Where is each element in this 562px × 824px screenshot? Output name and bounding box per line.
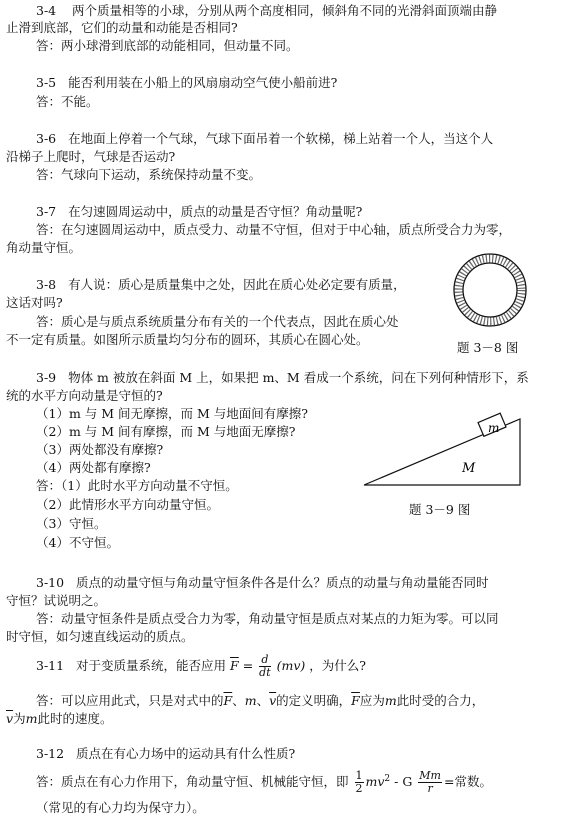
- q36-line1: [36, 130, 493, 147]
- q38-figure-caption: 题 3－8 图: [457, 340, 519, 355]
- q38-answer-line1: 答：质心是与质点系统质量分布有关的一个代表点，因此在质心处: [36, 314, 399, 329]
- q39-answer-1: 答：（1）此时水平方向动量不守恒。: [36, 478, 238, 493]
- q39-number: 3-9: [36, 370, 57, 385]
- label-m: m: [488, 421, 500, 435]
- q38-line2: 这话对吗?: [6, 295, 63, 310]
- q39-figure-caption: 题 3－9 图: [409, 502, 471, 517]
- q311-answer-line1: [36, 692, 484, 709]
- q311-question-end: ，为什么?: [309, 658, 366, 673]
- q312-text: 质点在有心力场中的运动具有什么性质?: [76, 746, 296, 761]
- q37-line1: [36, 203, 362, 220]
- formula-dt: dt: [259, 666, 271, 679]
- q34-line2: 止滑到底部，它们的动量和动能是否相同?: [6, 20, 238, 35]
- q39-line2: 统的水平方向动量是守恒的?: [6, 388, 163, 403]
- formula-mv: (mv): [276, 658, 306, 673]
- ring-figure: [450, 250, 530, 330]
- q37-number: 3-7: [36, 204, 57, 219]
- q310-line2: 守恒？试说明之。: [6, 593, 107, 608]
- q39-option-4: （4）两处都有摩擦?: [36, 460, 151, 475]
- q36-answer: 答：气球向下运动，系统保持动量不变。: [36, 167, 262, 182]
- q310-line1: [36, 574, 489, 591]
- q37-answer-line1: 答：在匀速圆周运动中，质点受力、动量不守恒，但对于中心轴，质点所受合力为零，: [36, 222, 512, 237]
- q37-answer-line2: 角动量守恒。: [6, 240, 82, 255]
- formula-square: 2: [384, 774, 391, 784]
- q39-option-2: （2）m 与 M 间有摩擦，而 M 与地面无摩擦?: [36, 424, 296, 439]
- incline-figure: [360, 385, 530, 495]
- q311-line1: [36, 653, 366, 679]
- q310-number: 3-10: [36, 575, 65, 590]
- formula-mv2: mv: [365, 774, 385, 790]
- formula-Mm-over-r: [418, 770, 442, 795]
- q310-answer-line2: 时守恒，如匀速直线运动的质点。: [6, 629, 194, 644]
- formula-minus-G: - G: [390, 774, 413, 790]
- formula-d: d: [259, 654, 270, 667]
- formula-r: r: [427, 782, 433, 796]
- q310-text: 质点的动量守恒与角动量守恒条件各是什么？质点的动量与角动量能否同时: [76, 575, 489, 590]
- q39-text: 物体 m 被放在斜面 M 上，如果把 m、M 看成一个系统，问在下列何种情形下，系: [68, 370, 529, 385]
- q35-text: 能否利用装在小船上的风扇扇动空气使小船前进?: [68, 75, 338, 90]
- formula-derivative: [259, 654, 270, 679]
- answer2-v: $\overline{v}$: [6, 711, 14, 726]
- q38-answer-line2: 不一定有质量。如图所示质量均匀分布的圆环，其质心在圆心处。: [6, 332, 369, 347]
- q37-text: 在匀速圆周运动中，质点的动量是否守恒？角动量呢?: [68, 204, 363, 219]
- q38-number: 3-8: [36, 277, 57, 292]
- answer2-end: 此时的速度。: [37, 711, 113, 726]
- answer-mid: 的定义明确，: [276, 693, 352, 708]
- formula-Mm: Mm: [419, 769, 441, 783]
- q312-line1: [36, 745, 295, 762]
- q38-line1: [36, 276, 406, 293]
- formula-equals: =: [242, 658, 254, 673]
- answer2-m: m: [25, 711, 38, 726]
- q38-text: 有人说：质心是质量集中之处，因此在质心处必定要有质量，: [68, 277, 406, 292]
- q312-answer-pre: 答：质点在有心力作用下，角动量守恒、机械能守恒，即: [36, 774, 349, 790]
- answer-mid2: 应为: [359, 693, 385, 708]
- q35-answer: 答：不能。: [36, 94, 99, 109]
- q34-number: 3-4: [36, 3, 57, 18]
- label-M: M: [462, 461, 476, 476]
- answer-F: $\overline{F}$: [223, 693, 233, 708]
- q35-line1: [36, 74, 337, 91]
- answer-v: $\overline{v}$: [269, 693, 277, 708]
- formula-F: $\overline{F}$: [230, 658, 239, 673]
- formula-half: [355, 770, 364, 795]
- q39-line1: [36, 369, 529, 386]
- half-denominator: 2: [355, 782, 363, 796]
- q312-answer-end: =常数。: [444, 774, 492, 790]
- q34-text: 两个质量相等的小球，分别从两个高度相同，倾斜角不同的光滑斜面顶端由静: [72, 3, 498, 18]
- answer-m2: m: [384, 693, 397, 708]
- q312-note: （常见的有心力均为保守力）。: [36, 800, 205, 815]
- q311-answer-line2: [6, 710, 112, 727]
- q312-answer-line1: [36, 765, 492, 796]
- q34-answer: 答：两小球滑到底部的动能相同，但动量不同。: [36, 38, 299, 53]
- answer-sep2: 、: [256, 693, 270, 708]
- answer-F2: $\overline{F}$: [351, 693, 360, 708]
- q311-text: 对于变质量系统，能否应用: [76, 658, 227, 673]
- q39-option-1: （1）m 与 M 间无摩擦，而 M 与地面间有摩擦?: [36, 406, 308, 421]
- q39-answer-2: （2）此情形水平方向动量守恒。: [36, 497, 219, 512]
- q311-number: 3-11: [36, 658, 65, 673]
- q39-answer-4: （4）不守恒。: [36, 535, 119, 550]
- half-numerator: 1: [355, 769, 363, 783]
- answer-end: 此时受的合力，: [396, 693, 485, 708]
- q39-answer-3: （3）守恒。: [36, 516, 107, 531]
- answer-sep1: 、: [232, 693, 245, 708]
- q39-option-3: （3）两处都没有摩擦?: [36, 442, 164, 457]
- q36-text: 在地面上停着一个气球，气球下面吊着一个软梯，梯上站着一个人，当这个人: [68, 131, 494, 146]
- q34-line1: [36, 2, 497, 19]
- answer-m: m: [244, 693, 257, 708]
- q36-line2: 沿梯子上爬时，气球是否运动?: [6, 149, 176, 164]
- answer2-mid: 为: [13, 711, 26, 726]
- q311-answer-pre: 答：可以应用此式，只是对式中的: [36, 693, 224, 708]
- q35-number: 3-5: [36, 75, 57, 90]
- q312-number: 3-12: [36, 746, 65, 761]
- q310-answer-line1: 答：动量守恒条件是质点受合力为零，角动量守恒是质点对某点的力矩为零。可以同: [36, 611, 499, 626]
- q36-number: 3-6: [36, 131, 57, 146]
